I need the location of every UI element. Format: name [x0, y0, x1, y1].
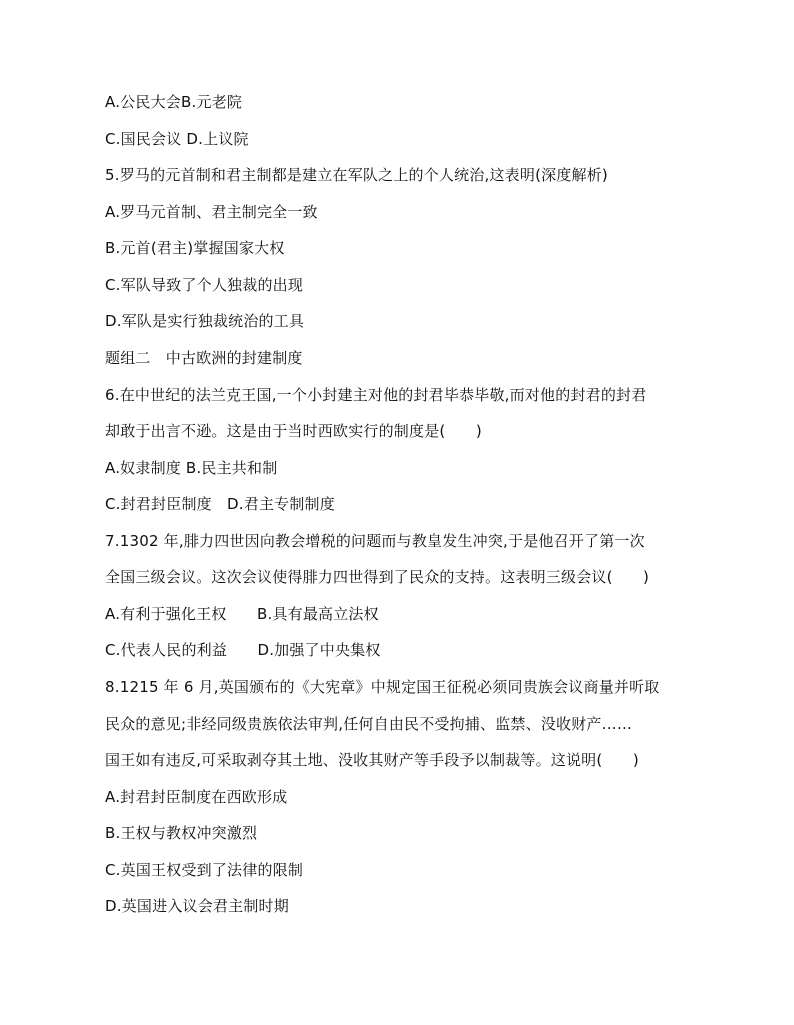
q7-stem-line-1: 7.1302 年,腓力四世因向教会增税的问题而与教皇发生冲突,于是他召开了第一次 [105, 532, 645, 550]
q8-option-c: C.英国王权受到了法律的限制 [105, 861, 304, 879]
q8-option-b: B.王权与教权冲突激烈 [105, 824, 258, 842]
q7-option-ab: A.有利于强化王权 B.具有最高立法权 [105, 605, 379, 623]
q6-stem-line-1: 6.在中世纪的法兰克王国,一个小封建主对他的封君毕恭毕敬,而对他的封君的封君 [105, 386, 647, 404]
q7-stem-line-2: 全国三级会议。这次会议使得腓力四世得到了民众的支持。这表明三级会议( ) [105, 568, 650, 586]
q5-option-b: B.元首(君主)掌握国家大权 [105, 239, 285, 257]
q5-option-d: D.军队是实行独裁统治的工具 [105, 312, 305, 330]
section-heading: 题组二 中古欧洲的封建制度 [105, 349, 303, 367]
q5-option-a: A.罗马元首制、君主制完全一致 [105, 203, 318, 221]
q8-stem-line-3: 国王如有违反,可采取剥夺其土地、没收其财产等手段予以制裁等。这说明( ) [105, 751, 639, 769]
q5-stem: 5.罗马的元首制和君主制都是建立在军队之上的个人统治,这表明(深度解析) [105, 166, 608, 184]
q7-option-cd: C.代表人民的利益 D.加强了中央集权 [105, 641, 381, 659]
q8-option-d: D.英国进入议会君主制时期 [105, 897, 289, 915]
q8-stem-line-2: 民众的意见;非经同级贵族依法审判,任何自由民不受拘捕、监禁、没收财产…… [105, 715, 633, 733]
q6-stem-line-2: 却敢于出言不逊。这是由于当时西欧实行的制度是( ) [105, 422, 482, 440]
q6-option-cd: C.封君封臣制度 D.君主专制制度 [105, 495, 335, 513]
q4-option-cd: C.国民会议 D.上议院 [105, 130, 249, 148]
q8-stem-line-1: 8.1215 年 6 月,英国颁布的《大宪章》中规定国王征税必须同贵族会议商量并听取 [105, 678, 660, 696]
q8-option-a: A.封君封臣制度在西欧形成 [105, 788, 288, 806]
q4-option-ab: A.公民大会B.元老院 [105, 93, 243, 111]
q6-option-ab: A.奴隶制度 B.民主共和制 [105, 459, 278, 477]
q5-option-c: C.军队导致了个人独裁的出现 [105, 276, 304, 294]
